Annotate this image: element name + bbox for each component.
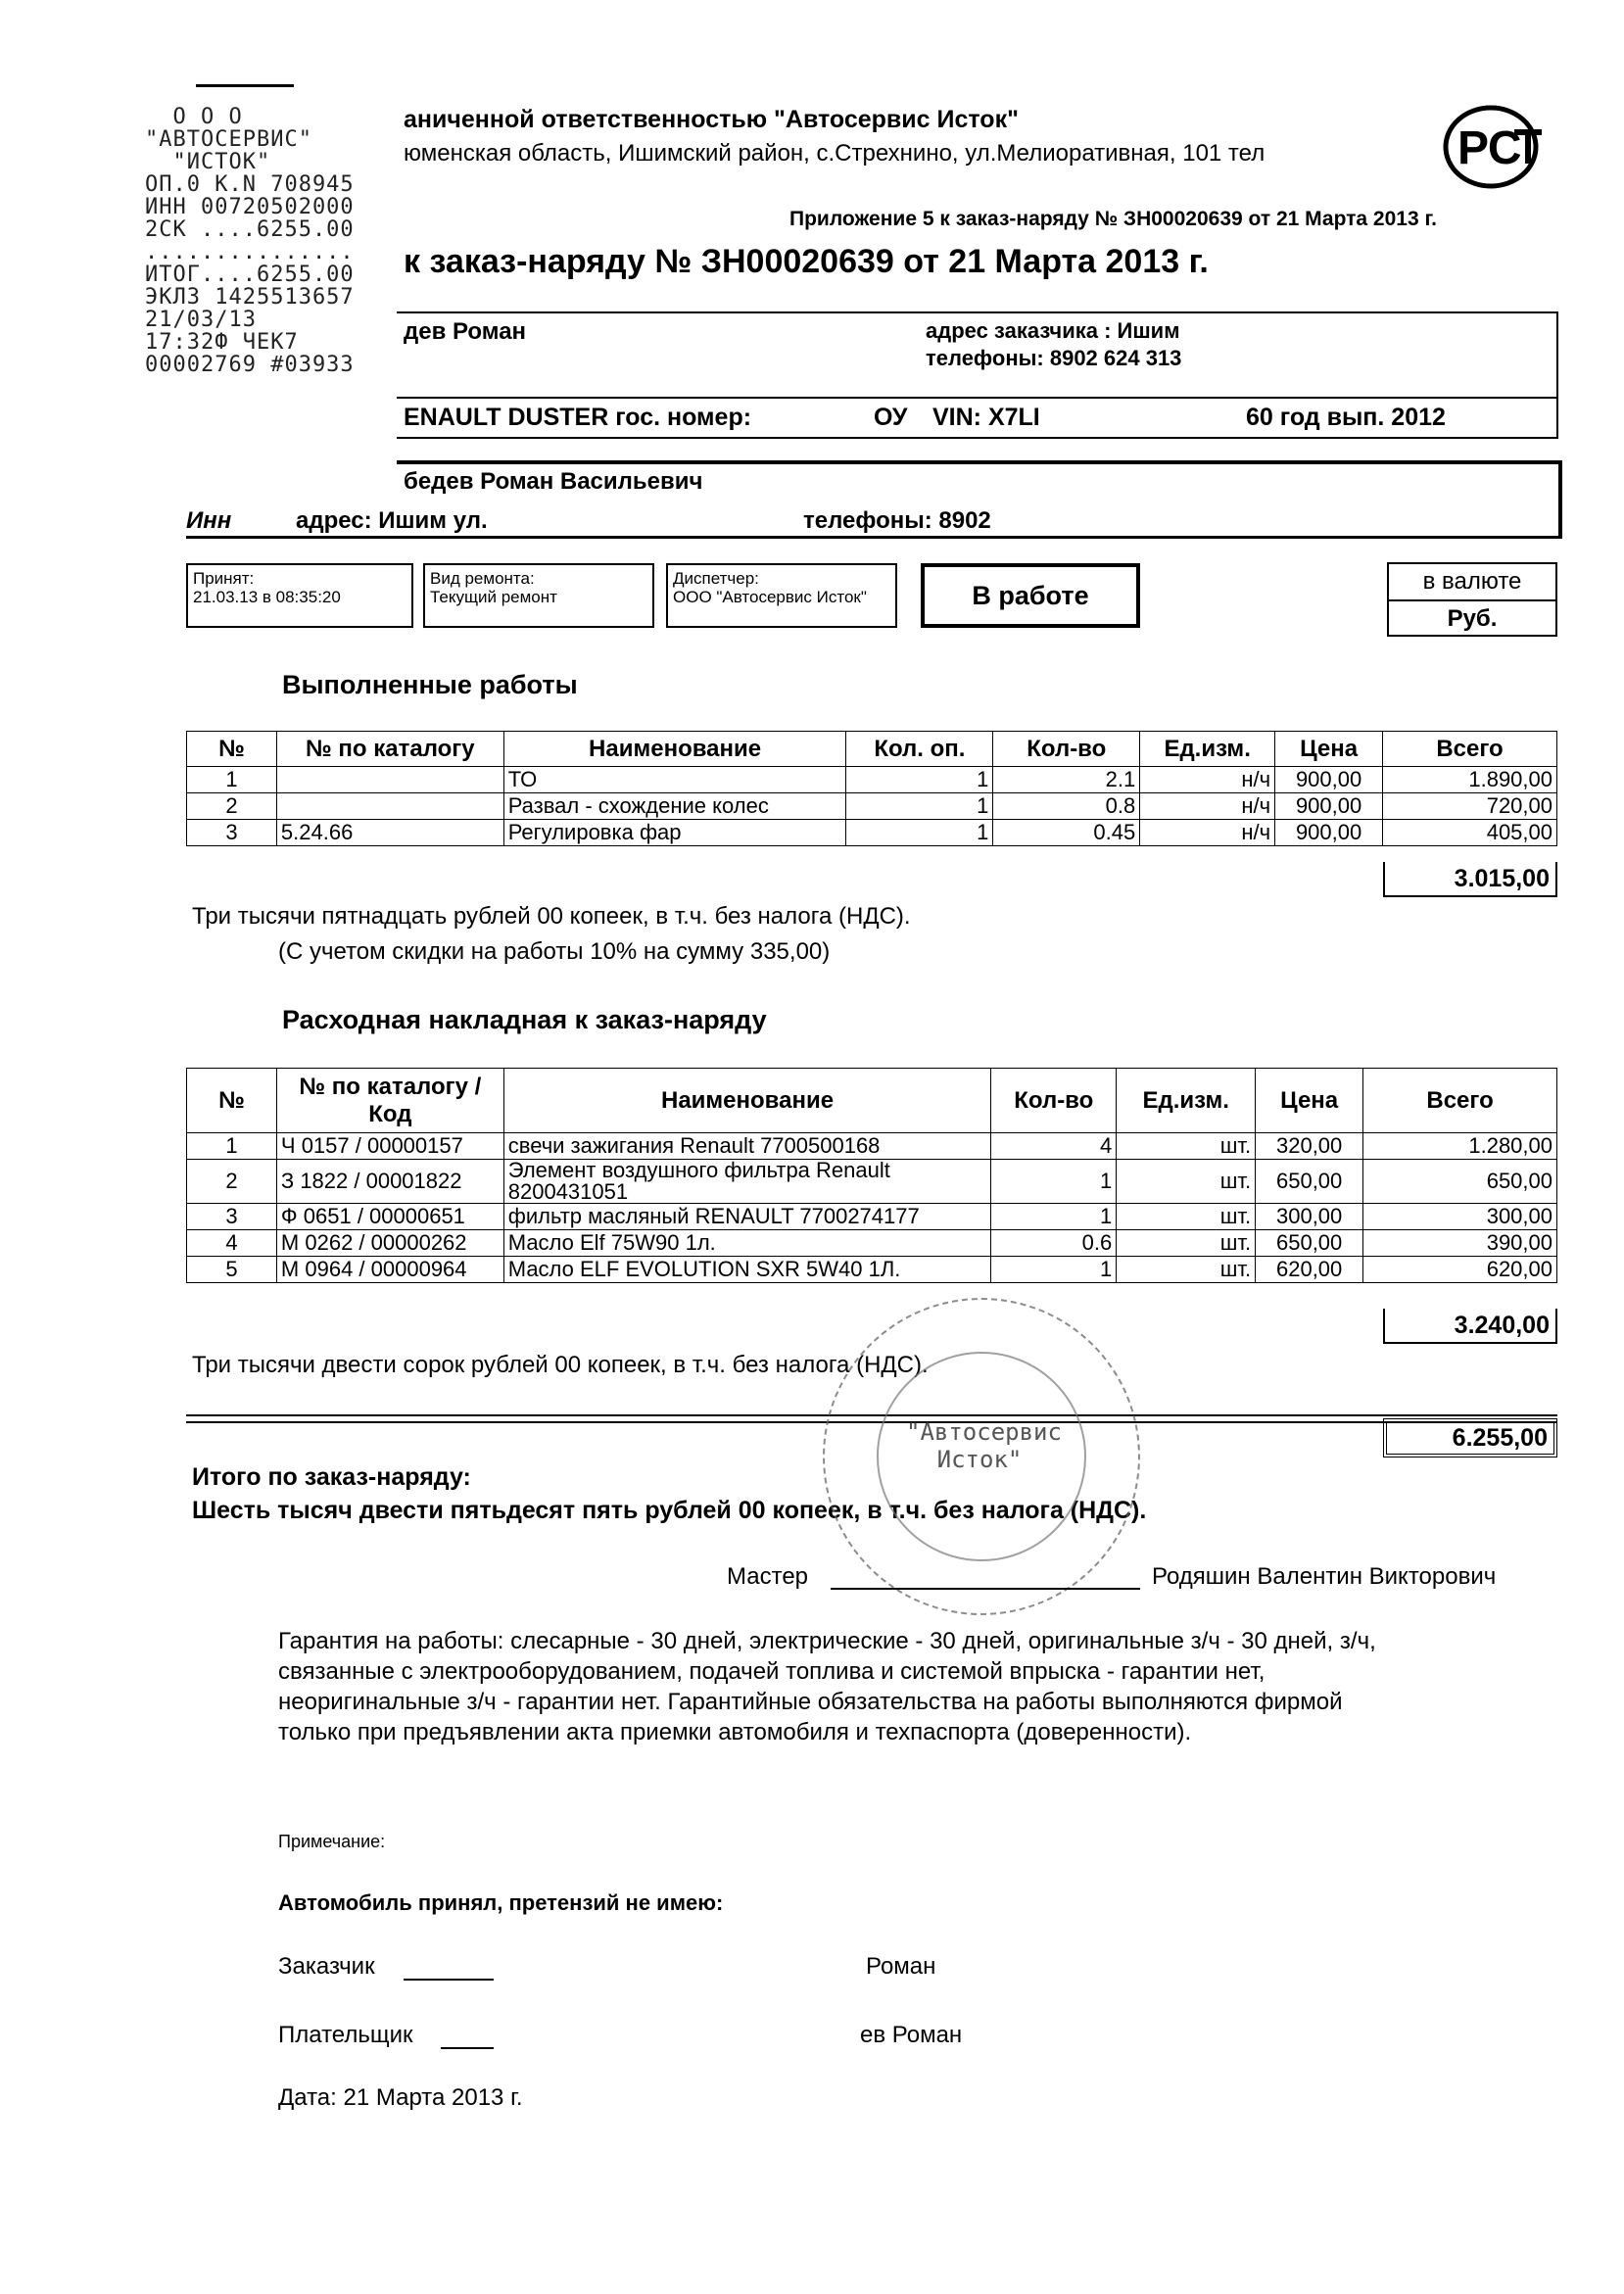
cell: Ф 0651 / 00000651	[276, 1204, 503, 1230]
cell: 5.24.66	[276, 820, 503, 846]
accepted-box	[186, 563, 413, 628]
owner-phones: телефоны: 8902	[803, 507, 991, 534]
customer-sign-label: Заказчик	[278, 1953, 375, 1980]
dispatcher-label: Диспетчер:	[673, 569, 759, 588]
cell: З 1822 / 00001822	[276, 1160, 503, 1204]
guarantee-line-2: связанные с электрооборудованием, подачей топлива и системой впрыска - гарантии нет,	[278, 1658, 1266, 1685]
cell: 300,00	[1256, 1204, 1363, 1230]
cell: 1	[846, 793, 993, 820]
receipt-line: "АВТОСЕРВИС"	[145, 127, 312, 152]
parts-table	[186, 1068, 1557, 1283]
works-table	[186, 731, 1557, 846]
currency-box	[1387, 562, 1557, 637]
repair-type-label: Вид ремонта:	[430, 569, 535, 588]
cell: 650,00	[1256, 1230, 1363, 1257]
receipt-line: 2СК ....6255.00	[145, 217, 355, 242]
car-model: ENAULT DUSTER гос. номер:	[404, 404, 752, 431]
cell: М 0262 / 00000262	[276, 1230, 503, 1257]
cell	[276, 793, 503, 820]
cell: 5	[187, 1257, 277, 1283]
table-row	[187, 820, 1557, 846]
cell: шт.	[1117, 1133, 1256, 1160]
cell: ТО	[503, 767, 846, 793]
cell: 720,00	[1383, 793, 1557, 820]
cell: 0.45	[993, 820, 1140, 846]
cell: 390,00	[1363, 1230, 1557, 1257]
car-plate: ОУ	[874, 404, 908, 431]
cell: шт.	[1117, 1230, 1256, 1257]
cell: 2.1	[993, 767, 1140, 793]
parts-col-price: Цена	[1256, 1069, 1363, 1133]
cell: 1	[846, 767, 993, 793]
receipt-line: ...............	[145, 240, 355, 264]
table-row	[187, 1133, 1557, 1160]
payer-sign-label: Плательщик	[278, 2022, 413, 2048]
cell: 1	[846, 820, 993, 846]
cell: 1	[187, 767, 277, 793]
top-dash	[196, 84, 294, 87]
cell: шт.	[1117, 1160, 1256, 1204]
guarantee-line-1: Гарантия на работы: слесарные - 30 дней, электрические - 30 дней, оригинальные з/ч - 30 дней, з/ч,	[278, 1628, 1376, 1654]
works-title: Выполненные работы	[282, 670, 578, 699]
cell: 620,00	[1256, 1257, 1363, 1283]
cell: 650,00	[1256, 1160, 1363, 1204]
cell: Масло Elf 75W90 1л.	[503, 1230, 991, 1257]
cash-receipt	[145, 106, 355, 376]
cell: 1.890,00	[1383, 767, 1557, 793]
customer-box-mid	[397, 397, 1558, 399]
receipt-line: О О О	[145, 105, 243, 129]
cell: 4	[991, 1133, 1117, 1160]
works-col-num: №	[187, 732, 277, 767]
cell: фильтр масляный RENAULT 7700274177	[503, 1204, 991, 1230]
customer-name: дев Роман	[404, 318, 527, 345]
cell: шт.	[1117, 1257, 1256, 1283]
works-col-unit: Ед.изм.	[1140, 732, 1275, 767]
accepted-label: Принят:	[193, 569, 255, 588]
parts-col-name: Наименование	[503, 1069, 991, 1133]
cell: Ч 0157 / 00000157	[276, 1133, 503, 1160]
receipt-line: ЭКЛЗ 1425513657	[145, 285, 355, 310]
summary-label: Итого по заказ-наряду:	[192, 1463, 471, 1491]
cell: н/ч	[1140, 767, 1275, 793]
cell: 0.8	[993, 793, 1140, 820]
receipt-line: 21/03/13	[145, 308, 257, 332]
works-discount: (С учетом скидки на работы 10% на сумму 335,00)	[278, 938, 831, 965]
receipt-line: ИТОГ....6255.00	[145, 263, 355, 287]
receipt-line: ОП.0 К.N 708945	[145, 172, 355, 197]
page-title: к заказ-наряду № ЗН00020639 от 21 Марта 2013 г.	[404, 243, 1209, 280]
document-date: Дата: 21 Марта 2013 г.	[278, 2084, 523, 2111]
works-col-total: Всего	[1383, 732, 1557, 767]
master-signature-line	[831, 1588, 1140, 1590]
owner-name: бедев Роман Васильевич	[404, 468, 703, 495]
works-col-name: Наименование	[503, 732, 846, 767]
cell: Масло ELF EVOLUTION SXR 5W40 1Л.	[503, 1257, 991, 1283]
guarantee-line-4: только при предъявлении акта приемки автомобиля и техпаспорта (доверенности).	[278, 1719, 1192, 1745]
cell: 900,00	[1275, 820, 1383, 846]
cell: 0.6	[991, 1230, 1117, 1257]
pct-logo	[1440, 103, 1548, 191]
table-row	[187, 1230, 1557, 1257]
owner-address: адрес: Ишим ул.	[296, 507, 488, 534]
cell: 2	[187, 1160, 277, 1204]
appendix-line: Приложение 5 к заказ-наряду № ЗН00020639 от 21 Марта 2013 г.	[789, 208, 1437, 230]
cell: 300,00	[1363, 1204, 1557, 1230]
table-row	[187, 1204, 1557, 1230]
cell: 1	[991, 1257, 1117, 1283]
cell: н/ч	[1140, 820, 1275, 846]
cell: Развал - схождение колес	[503, 793, 846, 820]
customer-box-top	[397, 311, 1558, 313]
svg-text:РС: РС	[1457, 122, 1522, 174]
works-total: 3.015,00	[1383, 862, 1557, 897]
customer-box-bottom	[397, 437, 1558, 439]
parts-col-num: №	[187, 1069, 277, 1133]
parts-col-total: Всего	[1363, 1069, 1557, 1133]
parts-total-words: Три тысячи двести сорок рублей 00 копеек, в т.ч. без налога (НДС).	[192, 1352, 929, 1378]
cell: 320,00	[1256, 1133, 1363, 1160]
company-name: аниченной ответственностью "Автосервис Исток"	[404, 106, 1019, 133]
customer-sign-line	[404, 1979, 494, 1981]
customer-box-right	[1556, 311, 1558, 439]
guarantee-line-3: неоригинальные з/ч - гарантии нет. Гарантийные обязательства на работы выполняются фирмой	[278, 1689, 1343, 1715]
parts-total: 3.240,00	[1383, 1309, 1557, 1344]
owner-box-right	[1558, 460, 1562, 539]
cell: 405,00	[1383, 820, 1557, 846]
guarantee-text	[278, 1626, 1376, 1747]
customer-address: адрес заказчика : Ишим	[926, 318, 1180, 343]
status-badge: В работе	[921, 563, 1140, 628]
cell: н/ч	[1140, 793, 1275, 820]
works-col-catalog: № по каталогу	[276, 732, 503, 767]
customer-sign-name: Роман	[866, 1953, 936, 1980]
currency-value: Руб.	[1447, 605, 1498, 632]
company-address: юменская область, Ишимский район, с.Стрехнино, ул.Мелиоративная, 101 тел	[404, 140, 1266, 167]
payer-sign-name: ев Роман	[860, 2022, 963, 2048]
receipt-line: 00002769 #03933	[145, 353, 355, 377]
currency-label: в валюте	[1389, 564, 1555, 601]
cell: 2	[187, 793, 277, 820]
accepted-value: 21.03.13 в 08:35:20	[193, 588, 341, 606]
cell: 1	[187, 1133, 277, 1160]
receipt-line: 17:32Ф ЧЕК7	[145, 330, 299, 355]
cell: 900,00	[1275, 767, 1383, 793]
cell: 900,00	[1275, 793, 1383, 820]
dispatcher-value: ООО "Автосервис Исток"	[673, 588, 867, 606]
customer-phones: телефоны: 8902 624 313	[926, 346, 1182, 370]
table-row	[187, 1257, 1557, 1283]
cell: 650,00	[1363, 1160, 1557, 1204]
owner-box-top	[397, 460, 1562, 464]
cell: 1	[991, 1204, 1117, 1230]
master-name: Родяшин Валентин Викторович	[1152, 1563, 1497, 1590]
cell: 620,00	[1363, 1257, 1557, 1283]
stamp-line-1: "Автосервис	[906, 1418, 1062, 1446]
master-label: Мастер	[727, 1563, 809, 1590]
stamp-line-2: Исток"	[936, 1446, 1023, 1473]
car-year: 60 год вып. 2012	[1246, 404, 1446, 431]
cell	[276, 767, 503, 793]
cell: 3	[187, 820, 277, 846]
table-row	[187, 1160, 1557, 1204]
owner-box-bottom	[186, 536, 1562, 539]
receipt-line: ИНН 00720502000	[145, 195, 355, 219]
cell: 3	[187, 1204, 277, 1230]
payer-sign-line	[441, 2047, 494, 2049]
table-row	[187, 767, 1557, 793]
cell: свечи зажигания Renault 7700500168	[503, 1133, 991, 1160]
table-row	[187, 793, 1557, 820]
cell: 1	[991, 1160, 1117, 1204]
works-col-price: Цена	[1275, 732, 1383, 767]
cell: 1.280,00	[1363, 1133, 1557, 1160]
note-label: Примечание:	[278, 1832, 386, 1851]
accept-statement: Автомобиль принял, претензий не имею:	[278, 1890, 724, 1915]
parts-header-row	[187, 1069, 1557, 1133]
parts-col-unit: Ед.изм.	[1117, 1069, 1256, 1133]
works-total-words: Три тысячи пятнадцать рублей 00 копеек, в т.ч. без налога (НДС).	[192, 903, 911, 930]
dispatcher-box	[666, 563, 897, 628]
cell: М 0964 / 00000964	[276, 1257, 503, 1283]
receipt-line: "ИСТОК"	[145, 150, 271, 174]
summary-words: Шесть тысяч двести пятьдесят пять рублей 00 копеек, в т.ч. без налога (НДС).	[192, 1497, 1147, 1524]
parts-title: Расходная накладная к заказ-наряду	[282, 1005, 767, 1034]
parts-col-catalog: № по каталогу / Код	[276, 1069, 503, 1133]
cell: Регулировка фар	[503, 820, 846, 846]
cell: шт.	[1117, 1204, 1256, 1230]
grand-total: 6.255,00	[1383, 1418, 1557, 1458]
cell: 4	[187, 1230, 277, 1257]
car-vin: VIN: X7LI	[932, 404, 1040, 431]
parts-col-qty: Кол-во	[991, 1069, 1117, 1133]
works-col-qty: Кол-во	[993, 732, 1140, 767]
repair-type-value: Текущий ремонт	[430, 588, 557, 606]
repair-type-box	[423, 563, 654, 628]
works-col-ops: Кол. оп.	[846, 732, 993, 767]
company-stamp-text	[906, 1418, 1062, 1473]
cell: Элемент воздушного фильтра Renault 8200431051	[503, 1160, 991, 1204]
owner-inn: Инн	[186, 507, 232, 534]
works-header-row	[187, 732, 1557, 767]
